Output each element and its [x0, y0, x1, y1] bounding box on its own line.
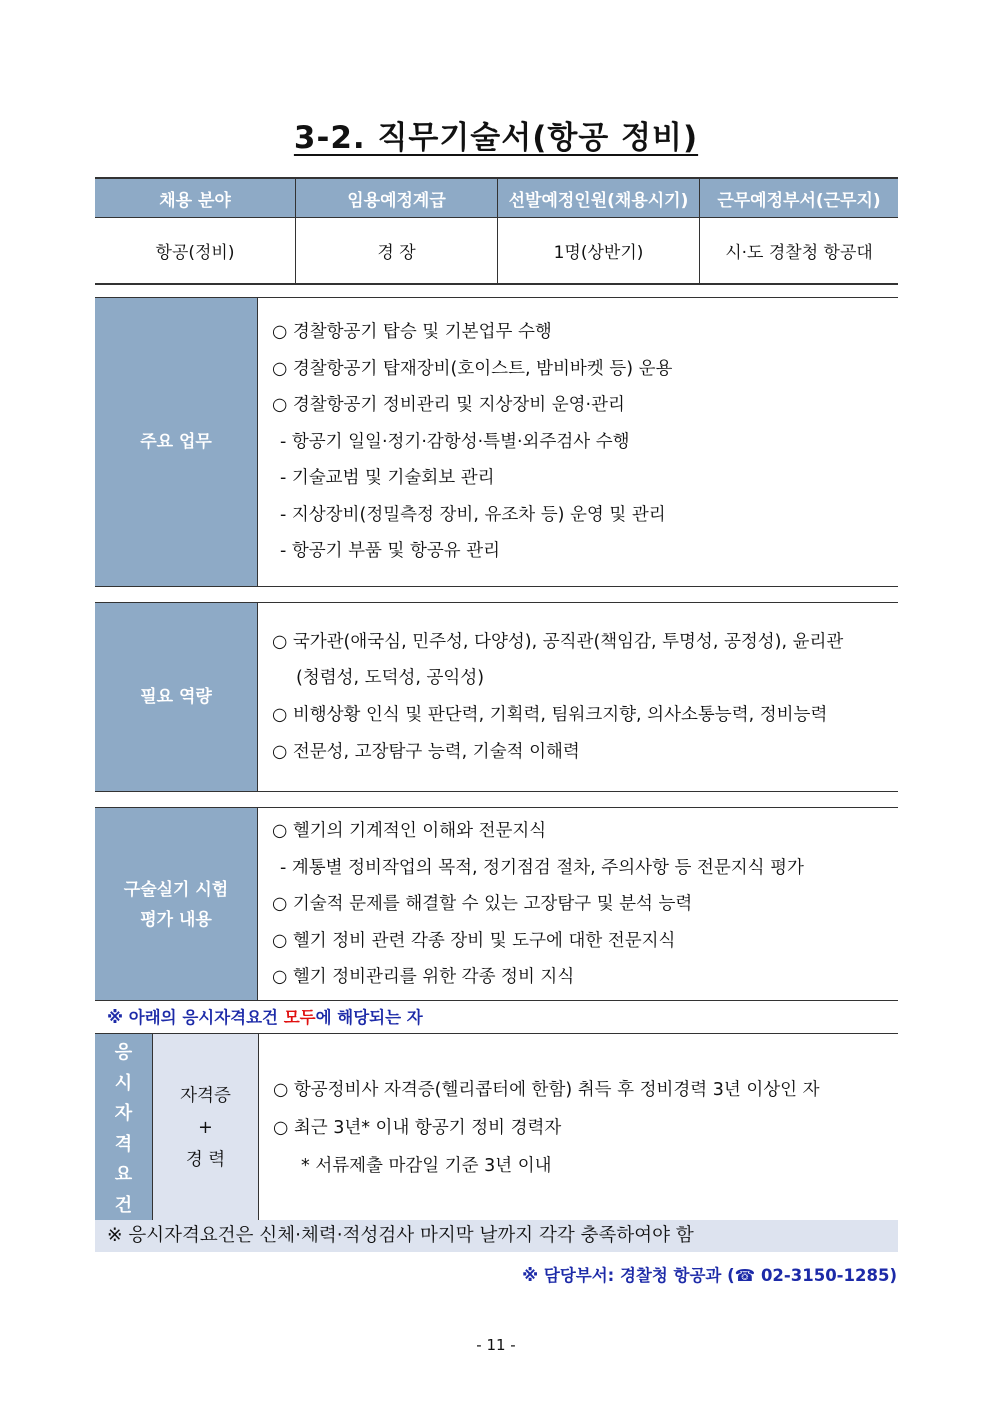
exam-subitem: - 계통별 정비작업의 목적, 정기점검 절차, 주의사항 등 전문지식 평가: [280, 857, 804, 878]
exam-item: ○ 헬기 정비관리를 위한 각종 정비 지식: [272, 967, 575, 988]
header-headcount: 선발예정인원(채용시기): [498, 178, 700, 218]
table-row: [95, 218, 898, 285]
header-field: 채용 분야: [95, 178, 296, 218]
competency-item: ○ 국가관(애국심, 민주성, 다양성), 공직관(책임감, 투명성, 공정성), 윤리관: [272, 631, 844, 652]
value-rank: 경 장: [296, 218, 498, 285]
competency-item: ○ 비행상황 인식 및 판단력, 기획력, 팀워크지향, 의사소통능력, 정비능력: [272, 705, 828, 725]
exam-label-line2: 평가 내용: [140, 909, 212, 930]
value-field: 항공(정비): [95, 218, 296, 285]
competencies-content: [258, 603, 898, 791]
qualification-notice: ※ 아래의 응시자격요건 모두에 해당되는 자: [95, 1000, 898, 1033]
exam-label-line1: 구술실기 시험: [123, 879, 229, 900]
duty-subitem: - 지상장비(정밀측정 장비, 유조차 등) 운영 및 관리: [280, 504, 666, 525]
duties-label: 주요 업무: [95, 298, 258, 586]
qualification-vertical-label: 응 시 자 격 요 건: [95, 1034, 153, 1221]
competencies-section: [95, 602, 898, 792]
duties-section: [95, 297, 898, 587]
competency-item-continued: (청렴성, 도덕성, 공익성): [296, 668, 485, 689]
competency-item: ○ 전문성, 고장탐구 능력, 기술적 이해력: [272, 741, 580, 762]
qualification-item: ○ 항공정비사 자격증(헬리콥터에 한함) 취득 후 정비경력 3년 이상인 자: [273, 1079, 820, 1100]
competencies-label: 필요 역량: [95, 603, 258, 791]
recruitment-summary-table: [95, 177, 898, 285]
page-title: 3-2. 직무기술서(항공 정비): [293, 120, 699, 156]
exam-section: [95, 807, 898, 1001]
duty-item: ○ 경찰항공기 탑재장비(호이스트, 밤비바켓 등) 운용: [272, 358, 673, 379]
exam-label: [95, 808, 258, 1001]
page-number: - 11 -: [476, 1336, 516, 1354]
duty-item: ○ 경찰항공기 정비관리 및 지상장비 운영·관리: [272, 395, 625, 416]
value-department: 시·도 경찰청 항공대: [700, 218, 899, 285]
duty-subitem: - 기술교범 및 기술회보 관리: [280, 468, 495, 489]
duty-subitem: - 항공기 일일·정기·감항성·특별·외주검사 수행: [280, 431, 630, 452]
exam-item: ○ 헬기 정비 관련 각종 장비 및 도구에 대한 전문지식: [272, 930, 676, 951]
table-header-row: [95, 178, 898, 218]
qualification-footnote: * 서류제출 마감일 기준 3년 이내: [301, 1155, 552, 1176]
emphasis-text: 모두: [283, 1008, 316, 1027]
contact-department: ※ 담당부서: 경찰청 항공과 (☎ 02-3150-1285): [522, 1266, 897, 1285]
duty-subitem: - 항공기 부품 및 항공유 관리: [280, 541, 501, 562]
requirement-notice: ※ 응시자격요건은 신체·체력·적성검사 마지막 날까지 각각 충족하여야 함: [95, 1220, 898, 1252]
qualification-sub-label: 자격증 + 경 력: [153, 1034, 259, 1221]
exam-content: [258, 808, 898, 1001]
duty-item: ○ 경찰항공기 탑승 및 기본업무 수행: [272, 321, 552, 342]
qualification-content: [259, 1034, 898, 1221]
qualification-section: [95, 1033, 898, 1222]
header-rank: 임용예정계급: [296, 178, 498, 218]
exam-item: ○ 헬기의 기계적인 이해와 전문지식: [272, 821, 547, 842]
value-headcount: 1명(상반기): [498, 218, 700, 285]
qualification-item: ○ 최근 3년* 이내 항공기 정비 경력자: [273, 1117, 562, 1138]
exam-item: ○ 기술적 문제를 해결할 수 있는 고장탐구 및 분석 능력: [272, 894, 693, 915]
duties-content: [258, 298, 898, 586]
header-department: 근무예정부서(근무지): [700, 178, 899, 218]
